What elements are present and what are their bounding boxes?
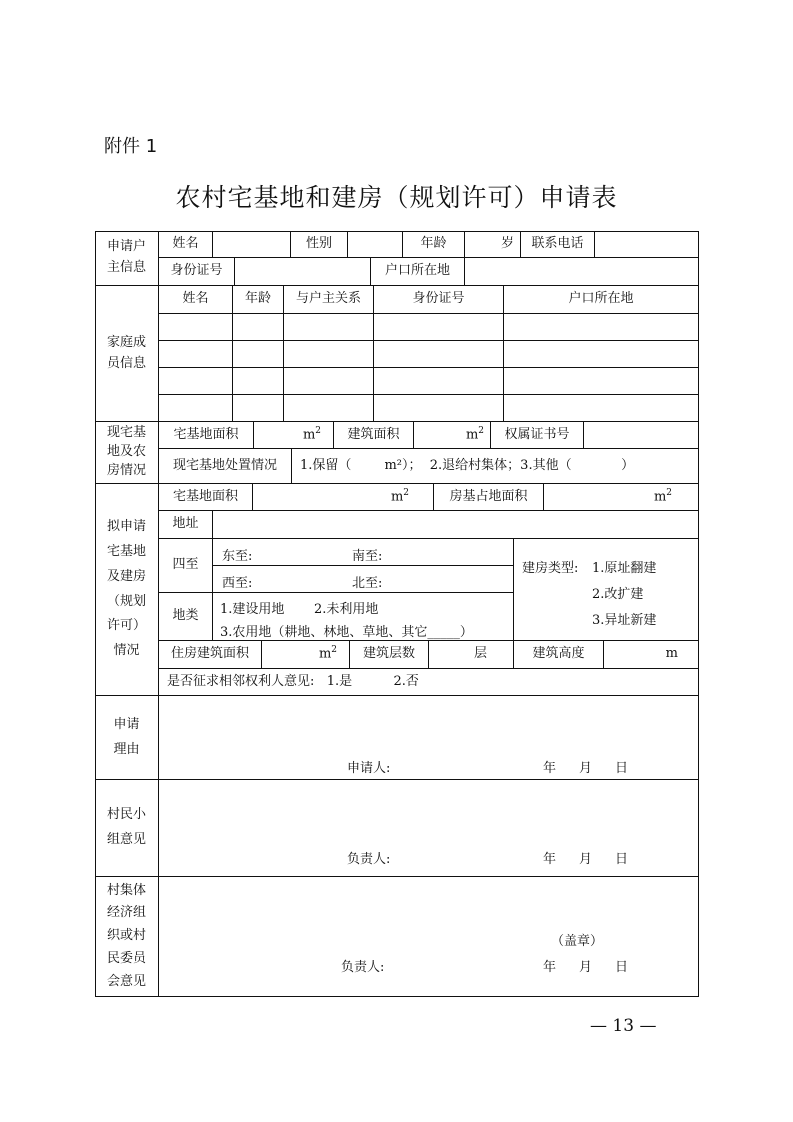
gender-field[interactable] [348, 231, 403, 258]
current-build-area-field[interactable] [414, 422, 491, 449]
reason-signer: 申请人: [347, 761, 391, 776]
committee-month: 月 [579, 960, 593, 975]
family-cell[interactable] [233, 395, 284, 422]
disposal-options[interactable]: 1.保留（ m²）； 2.退给村集体；3.其他（ ） [292, 449, 699, 484]
hukou-field[interactable] [465, 258, 699, 286]
family-cell[interactable] [374, 341, 504, 368]
reason-month: 月 [579, 761, 593, 776]
unit-m2: $m^2$ [653, 487, 672, 505]
build-type-opt-1[interactable]: 1.原址翻建 [592, 561, 657, 576]
id-label: 身份证号 [159, 258, 235, 286]
unit-m2: $m^2$ [318, 645, 337, 662]
family-header-hukou: 户口所在地 [504, 286, 699, 314]
address-label: 地址 [159, 511, 213, 539]
family-cell[interactable] [504, 341, 699, 368]
family-header-age: 年龄 [233, 286, 284, 314]
committee-signer: 负责人: [341, 960, 385, 975]
age-label: 年龄 [403, 231, 465, 258]
applicant-section-label: 申请户 主信息 [95, 231, 159, 286]
disposal-label: 现宅基地处置情况 [159, 449, 292, 484]
bounds-label: 四至 [159, 539, 213, 593]
land-opt-2[interactable]: 2.未利用地 [314, 602, 379, 617]
family-cell[interactable] [504, 368, 699, 395]
floor-area-label: 住房建筑面积 [159, 641, 262, 669]
form-title: 农村宅基地和建房（规划许可）申请表 [175, 183, 618, 212]
family-cell[interactable] [159, 395, 233, 422]
height-label: 建筑高度 [514, 641, 604, 669]
phone-label: 联系电话 [521, 231, 595, 258]
committee-seal: （盖章） [551, 934, 604, 949]
family-cell[interactable] [504, 314, 699, 341]
current-build-area-label: 建筑面积 [334, 422, 414, 449]
committee-year: 年 [543, 960, 557, 975]
footprint-label: 房基占地面积 [434, 484, 544, 511]
group-day: 日 [615, 852, 629, 867]
unit-m2: $m^2$ [302, 425, 321, 443]
family-cell[interactable] [159, 314, 233, 341]
reason-day: 日 [615, 761, 629, 776]
family-header-relation: 与户主关系 [284, 286, 374, 314]
cert-field[interactable] [584, 422, 699, 449]
current-section-label: 现宅基 地及农 房情况 [95, 422, 159, 484]
id-field[interactable] [235, 258, 371, 286]
family-cell[interactable] [233, 314, 284, 341]
address-field[interactable] [213, 511, 699, 539]
family-cell[interactable] [374, 314, 504, 341]
family-cell[interactable] [374, 368, 504, 395]
land-type-label: 地类 [159, 593, 213, 641]
age-field[interactable] [465, 231, 521, 258]
name-field[interactable] [213, 231, 291, 258]
family-cell[interactable] [233, 341, 284, 368]
floors-label: 建筑层数 [350, 641, 429, 669]
family-header-name: 姓名 [159, 286, 233, 314]
family-cell[interactable] [284, 341, 374, 368]
land-opt-3[interactable]: 3.农用地（耕地、林地、草地、其它_____） [220, 625, 473, 640]
family-cell[interactable] [504, 395, 699, 422]
page-number: — 13 — [590, 1016, 657, 1036]
family-cell[interactable] [159, 341, 233, 368]
height-unit: m [665, 646, 678, 662]
family-cell[interactable] [284, 314, 374, 341]
proposed-site-area-field[interactable] [253, 484, 434, 511]
family-cell[interactable] [284, 368, 374, 395]
south-label: 南至: [352, 549, 383, 564]
family-cell[interactable] [159, 368, 233, 395]
west-label: 西至: [222, 576, 253, 591]
group-year: 年 [543, 852, 557, 867]
reason-section-label: 申请 理由 [95, 696, 159, 780]
unit-m2: $m^2$ [465, 425, 484, 443]
cert-label: 权属证书号 [491, 422, 584, 449]
height-field[interactable] [604, 641, 699, 669]
family-cell[interactable] [233, 368, 284, 395]
footprint-field[interactable] [544, 484, 699, 511]
family-cell[interactable] [374, 395, 504, 422]
phone-field[interactable] [595, 231, 699, 258]
gender-label: 性别 [291, 231, 348, 258]
family-header-id: 身份证号 [374, 286, 504, 314]
reason-year: 年 [543, 761, 557, 776]
age-unit: 岁 [500, 235, 514, 251]
floors-field[interactable] [429, 641, 514, 669]
hukou-label: 户口所在地 [371, 258, 465, 286]
east-label: 东至: [222, 549, 253, 564]
group-month: 月 [579, 852, 593, 867]
floor-unit: 层 [473, 646, 487, 662]
proposed-section-label: 拟申请 宅基地 及建房 （规划 许可） 情况 [95, 484, 159, 696]
north-label: 北至: [352, 576, 383, 591]
committee-section-label: 村集体 经济组 织或村 民委员 会意见 [95, 877, 159, 997]
proposed-site-area-label: 宅基地面积 [159, 484, 253, 511]
group-signer: 负责人: [347, 852, 391, 867]
current-site-area-label: 宅基地面积 [159, 422, 254, 449]
attachment-label: 附件 1 [104, 136, 158, 157]
land-opt-1[interactable]: 1.建设用地 [220, 602, 285, 617]
build-type-opt-2[interactable]: 2.改扩建 [592, 587, 644, 602]
family-section-label: 家庭成 员信息 [95, 286, 159, 422]
floor-area-field[interactable] [262, 641, 350, 669]
neighbor-consent[interactable]: 是否征求相邻权利人意见: 1.是 2.否 [159, 669, 699, 696]
committee-day: 日 [615, 960, 629, 975]
build-type-opt-3[interactable]: 3.异址新建 [592, 613, 657, 628]
build-type-label: 建房类型: [522, 561, 579, 576]
unit-m2: $m^2$ [390, 487, 409, 505]
group-section-label: 村民小 组意见 [95, 780, 159, 877]
committee-field[interactable] [159, 877, 699, 997]
family-cell[interactable] [284, 395, 374, 422]
name-label: 姓名 [159, 231, 213, 258]
current-site-area-field[interactable] [254, 422, 334, 449]
